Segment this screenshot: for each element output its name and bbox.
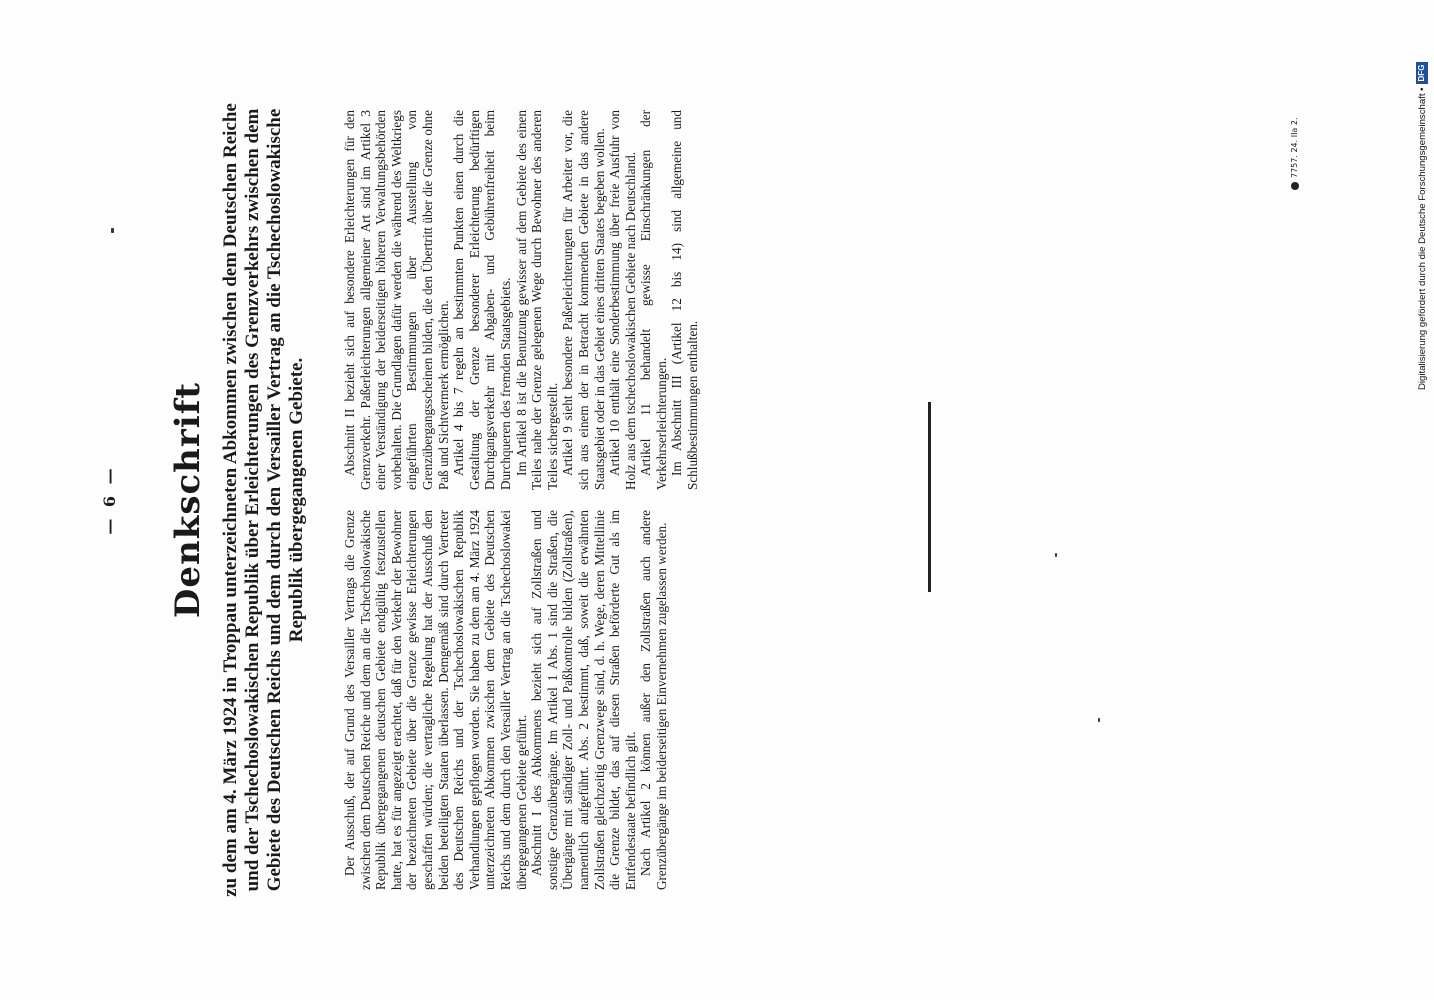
dfg-logo-icon: DFG (1416, 62, 1428, 85)
scan-speck (1055, 553, 1057, 557)
digitization-credit (1416, 62, 1428, 390)
printer-mark (1290, 117, 1299, 190)
paragraph: Abschnitt I des Abkommens bezieht sich auf Zollstraßen und sonstige Grenzübergänge. Im Artikel 1 Abs. 1 sind die Straßen, die Übergänge mit ständiger Zoll- und Paßkontrolle bilden (Zollstraßen), namentlich aufgeführt. Abs. 2 bestimmt, daß, soweit die erwähnten Zollstraßen gleichzeitig Grenzwege sind, d. h. Wege, deren Mittellinie die Grenze bildet, das auf diesen Straßen beförderte Gut als im Entfendestaate befindlich gilt. (529, 510, 638, 890)
paragraph: Abschnitt II bezieht sich auf besondere Erleichterungen für den Grenzverkehr. Paßerleichterungen allgemeiner Art sind im Artikel 3 einer Verständigung der beiderseitigen höheren Verwaltungsbehörden vorbehalten. Die Grundlagen dafür werden die während des Weltkriegs eingeführten Bestimmungen über Ausstellung von Grenzübergangsscheinen bilden, die den Übertritt über die Grenze ohne Paß und Sichtvermerk ermöglichen. (342, 110, 451, 490)
scan-speck (1098, 718, 1100, 722)
left-text-column (342, 510, 669, 890)
paragraph: Artikel 10 enthält eine Sonderbestimmung über freie Ausfuhr von Holz aus dem tschechoslowakischen Gebiete nach Deutschland. (607, 110, 638, 490)
paragraph: Artikel 9 sieht besondere Paßerleichterungen für Arbeiter vor, die sich aus einem der in Betracht kommenden Gebiete in das andere Staatsgebiet oder in das Gebiet eines dritten Staates begeben wollen. (560, 110, 607, 490)
right-text-column (342, 110, 701, 490)
paragraph: Artikel 4 bis 7 regeln an bestimmten Punkten einen durch die Gestaltung der Grenze besonderer Erleichterung bedürftigen Durchgangsverkehr mit Abgaben- und Gebührenfreiheit beim Durchqueren des fremden Staatsgebiets. (451, 110, 513, 490)
page-number: — 6 — (100, 465, 119, 535)
scan-speck (111, 228, 114, 233)
document-subtitle: zu dem am 4. März 1924 in Troppau unterzeichneten Abkommen zwischen dem Deutschen Reiche und der Tschechoslowakischen Republik über Erleichterungen des Grenzverkehrs zwischen dem Gebiete des Deutschen Reichs und dem durch den Versailler Vertrag an die Tschechoslowakische Republik übergegangenen Gebiete. (220, 103, 307, 897)
rotated-document-page (80, 70, 840, 930)
print-mark-text: 7757. 24. IIa 2. (1290, 117, 1299, 178)
paragraph: Artikel 11 behandelt gewisse Einschränkungen der Verkehrserleichterungen. (638, 110, 669, 490)
paragraph: Im Artikel 8 ist die Benutzung gewisser auf dem Gebiete des einen Teiles nahe der Grenze gelegenen Wege durch Bewohner des anderen Teiles sichergestellt. (513, 110, 560, 490)
printer-logo-icon (1291, 182, 1299, 190)
digitization-credit-text: Digitalisierung gefördert durch die Deutsche Forschungsgemeinschaft • (1416, 87, 1428, 390)
paragraph: Im Abschnitt III (Artikel 12 bis 14) sind allgemeine und Schlußbestimmungen enthalten. (669, 110, 701, 490)
margin-rule-line (928, 402, 931, 592)
paragraph: Der Ausschuß, der auf Grund des Versailler Vertrags die Grenze zwischen dem Deutschen Reiche und dem an die Tschechoslowakische Republik übergegangenen deutschen Gebiete endgültig festzustellen hatte, hat es für angezeigt erachtet, daß für den Verkehr der Bewohner der bezeichneten Gebiete über die Grenze gewisse Erleichterungen geschaffen würden; die vertragliche Regelung hat der Ausschuß den beiden beteiligten Staaten überlassen. Demgemäß sind durch Vertreter des Deutschen Reichs und der Tschechoslowakischen Republik Verhandlungen gepflogen worden. Sie haben zu dem am 4. März 1924 unterzeichneten Abkommen zwischen dem Gebiete des Deutschen Reichs und dem durch den Versailler Vertrag an die Tschechoslowakei übergegangenen Gebiete geführt. (342, 510, 529, 890)
paragraph: Nach Artikel 2 können außer den Zollstraßen auch andere Grenzübergänge im beiderseitigen Einvernehmen zugelassen werden. (638, 510, 669, 890)
document-title: Denkschrift (168, 381, 208, 619)
